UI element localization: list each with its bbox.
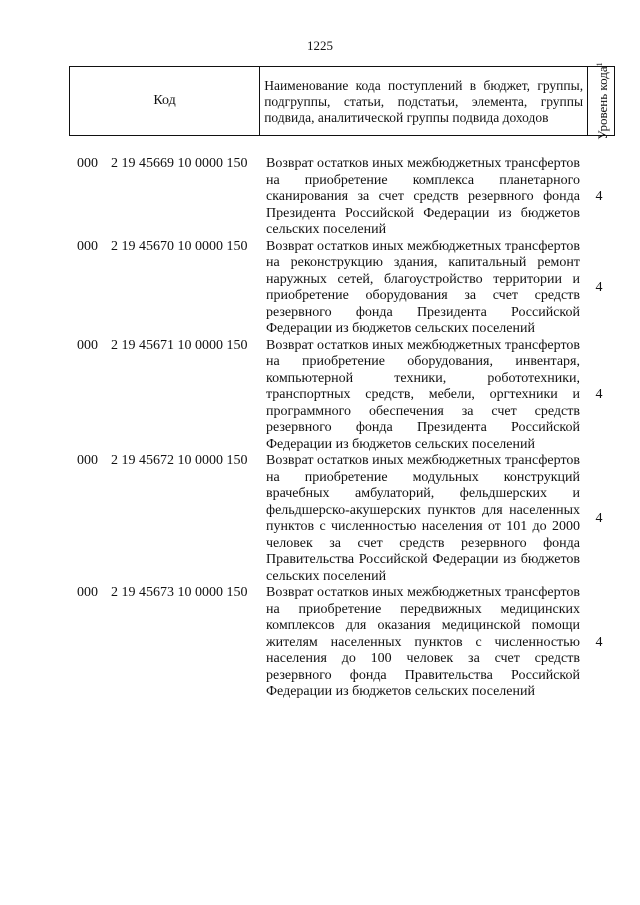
header-level-footnote: 1	[594, 62, 604, 67]
header-level-label: Уровень кода	[595, 66, 611, 140]
header-name-cell	[260, 67, 588, 136]
table-row	[0, 453, 640, 585]
row-level: 4	[595, 189, 603, 204]
row-code: 2 19 45670 10 0000 150	[111, 238, 248, 254]
row-name: Возврат остатков иных межбюджетных трансфертов на приобретение передвижных медицинских комплексов для оказания медицинской помощи жителям населенных пунктов с численностью населения до 100 человек за счет средств резервного фонда Правительства Российской Федерации из бюджетов сельских поселений	[266, 585, 580, 699]
header-name-label: Наименование кода поступлений в бюджет, группы, подгруппы, статьи, подстатьи, элемента, группы подвида, аналитической группы подвида доходов	[264, 77, 584, 125]
row-code: 2 19 45673 10 0000 150	[111, 585, 248, 600]
row-name: Возврат остатков иных межбюджетных трансфертов на реконструкцию здания, капитальный ремонт наружных сетей, благоустройство территории и приобретение оборудования за счет средств резервного фонда Президента Российской Федерации из бюджетов сельских поселений	[266, 238, 580, 336]
table-row	[0, 156, 640, 239]
row-level: 4	[595, 279, 603, 295]
row-prefix: 000	[77, 337, 98, 353]
header-level-wrap	[593, 62, 609, 139]
row-level: 4	[595, 510, 603, 526]
header-code-label: Код	[153, 93, 176, 108]
row-level: 4	[595, 634, 603, 650]
row-name: Возврат остатков иных межбюджетных трансфертов на приобретение модульных конструкций врачебных амбулаторий, фельдшерских и фельдшерско-акушерских пунктов для населенных пунктов с численностью населения от 101 до 2000 человек за счет средств резервного фонда Правительства Российской Федерации из бюджетов сельских поселений	[266, 453, 580, 584]
table-header	[69, 62, 615, 140]
page-number: 1225	[307, 38, 333, 53]
row-level: 4	[595, 387, 603, 402]
row-prefix: 000	[77, 585, 98, 600]
table-row	[0, 585, 640, 701]
row-prefix: 000	[77, 238, 98, 254]
table-row	[0, 239, 640, 338]
table-body	[0, 156, 640, 701]
row-code: 2 19 45672 10 0000 150	[111, 453, 248, 468]
row-name: Возврат остатков иных межбюджетных трансфертов на приобретение оборудования, инвентаря, компьютерной техники, робототехники, транспортных средств, мебели, оргтехники и программного обеспечения за счет средств резервного фонда Президента Российской Федерации из бюджетов сельских поселений	[266, 337, 580, 452]
row-code: 2 19 45669 10 0000 150	[111, 156, 248, 171]
row-code: 2 19 45671 10 0000 150	[111, 337, 248, 353]
row-prefix: 000	[77, 453, 98, 468]
row-prefix: 000	[77, 156, 98, 171]
header-code-cell	[70, 67, 260, 136]
row-name: Возврат остатков иных межбюджетных трансфертов на приобретение комплекса планетарного сканирования за счет средств резервного фонда Президента Российской Федерации из бюджетов сельских поселений	[266, 156, 580, 237]
header-level-cell	[588, 62, 615, 140]
table-row	[0, 338, 640, 454]
